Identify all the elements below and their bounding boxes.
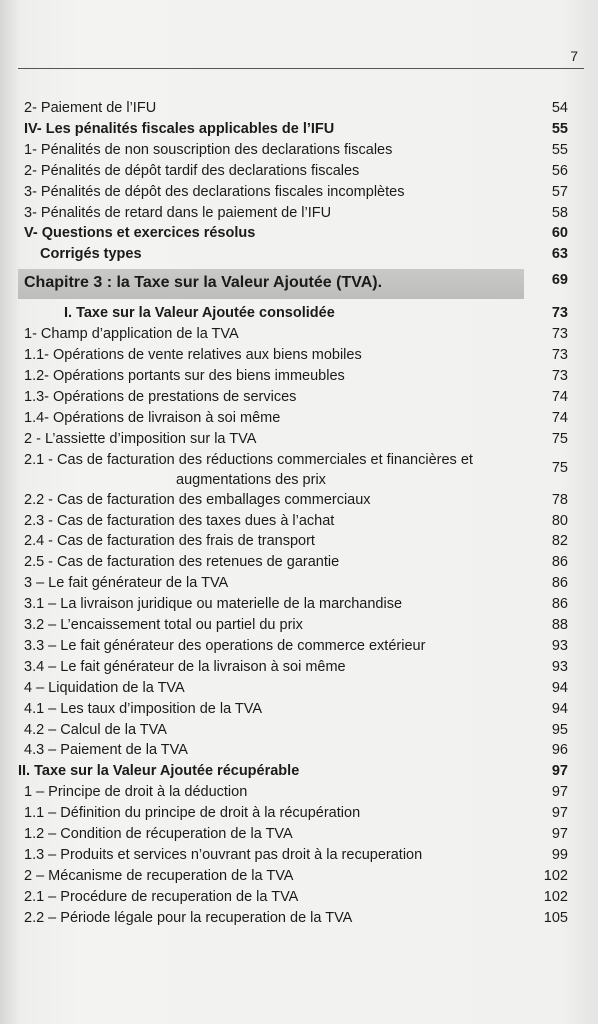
toc-entry-label: 3.3 – Le fait générateur des operations de commerce extérieur xyxy=(24,637,426,654)
toc-entry-page: 75 xyxy=(551,430,568,447)
toc-entry-label: 2.1 - Cas de facturation des réductions commerciales et financières et xyxy=(24,451,473,468)
toc-entry-page: 97 xyxy=(551,805,568,822)
toc-entry-label: Corrigés types xyxy=(40,246,142,263)
toc-entry-label: 1.2- Opérations portants sur des biens immeubles xyxy=(24,367,345,384)
toc-entry xyxy=(24,324,576,345)
toc-entry-label: 2.1 – Procédure de recuperation de la TVA xyxy=(24,888,299,905)
toc-entry-page: 75 xyxy=(551,459,568,476)
toc-entry xyxy=(24,161,576,182)
toc-entry-label: 1.3- Opérations de prestations de services xyxy=(24,388,297,405)
toc-entry-page: 73 xyxy=(551,326,568,343)
toc-entry-page: 97 xyxy=(551,784,568,801)
toc-entry-label: 1.1 – Définition du principe de droit à la récupération xyxy=(24,805,361,822)
toc-entry xyxy=(24,511,576,532)
chapter-heading xyxy=(24,269,576,299)
toc-entry-page: 88 xyxy=(551,617,568,634)
toc-entry-page: 73 xyxy=(551,347,568,364)
toc-entry xyxy=(24,908,576,929)
toc-entry xyxy=(24,573,576,594)
toc-entry xyxy=(24,740,576,761)
toc-entry-page: 99 xyxy=(551,847,568,863)
toc-entry xyxy=(24,887,576,908)
toc-entry-page: 93 xyxy=(551,658,568,675)
toc-entry xyxy=(24,657,576,678)
toc-entry xyxy=(24,720,576,741)
toc-entry-continuation: augmentations des prix xyxy=(176,471,326,488)
toc-entry-page: 97 xyxy=(551,763,568,780)
toc-entry-page: 82 xyxy=(551,533,568,550)
toc-entry-page: 56 xyxy=(551,162,568,179)
toc-entry-page: 86 xyxy=(551,554,568,571)
toc-entry xyxy=(24,552,576,573)
toc-entry-page: 58 xyxy=(551,204,568,221)
toc-entry xyxy=(24,303,576,324)
toc-entry-label: 2 - L’assiette d’imposition sur la TVA xyxy=(24,430,257,447)
toc-entry xyxy=(24,223,576,244)
toc-entry-page: 60 xyxy=(551,225,568,242)
toc-entry-label: 4.3 – Paiement de la TVA xyxy=(24,742,188,759)
toc-entry-label: 3- Pénalités de retard dans le paiement de l’IFU xyxy=(24,204,332,221)
toc-entry xyxy=(24,244,576,265)
toc-entry xyxy=(24,119,576,140)
toc-entry-label: 3.4 – Le fait générateur de la livraison à soi même xyxy=(24,658,346,675)
toc-entry-label: 3 – Le fait générateur de la TVA xyxy=(24,575,229,592)
toc-entry-label: 2.5 - Cas de facturation des retenues de garantie xyxy=(24,554,340,571)
toc-entry xyxy=(24,866,576,887)
toc-entry xyxy=(24,182,576,203)
toc-entry xyxy=(24,531,576,552)
toc-entry-label: 4 – Liquidation de la TVA xyxy=(24,679,185,696)
toc-entry xyxy=(24,678,576,699)
toc-entry xyxy=(24,699,576,720)
toc-entry-label: 1.1- Opérations de vente relatives aux biens mobiles xyxy=(24,347,362,364)
toc-entry-page: 93 xyxy=(551,637,568,654)
toc-entry-page: 86 xyxy=(551,596,568,613)
toc-entry xyxy=(24,594,576,615)
toc-entry-label: 3.2 – L’encaissement total ou partiel du prix xyxy=(24,617,303,634)
toc-entry-label: 1- Pénalités de non souscription des declarations fiscales xyxy=(24,141,393,158)
toc-entry-label: 2.4 - Cas de facturation des frais de transport xyxy=(24,533,315,550)
toc-entry-label: 2.3 - Cas de facturation des taxes dues à l’achat xyxy=(24,512,335,529)
toc-entry-page: 96 xyxy=(551,742,568,759)
chapter-page: 69 xyxy=(551,272,568,289)
toc-entry-page: 102 xyxy=(543,867,568,884)
toc-entry-page: 73 xyxy=(551,305,568,322)
toc-entry-label: II. Taxe sur la Valeur Ajoutée récupérable xyxy=(18,763,300,780)
toc-entry-page: 57 xyxy=(551,183,568,200)
toc-entry xyxy=(18,761,576,782)
toc-entry-label: 1 – Principe de droit à la déduction xyxy=(24,784,248,801)
toc-entry-label: 1- Champ d’application de la TVA xyxy=(24,326,239,343)
toc-entry-page: 54 xyxy=(551,100,568,116)
toc-entry-page: 102 xyxy=(543,888,568,905)
toc-entry-label: I. Taxe sur la Valeur Ajoutée consolidée xyxy=(64,305,335,322)
toc-entry-page: 55 xyxy=(551,141,568,158)
toc-entry xyxy=(24,408,576,429)
toc-entry-label: IV- Les pénalités fiscales applicables de l’IFU xyxy=(24,120,335,137)
toc-entry-label: 1.2 – Condition de récuperation de la TVA xyxy=(24,826,293,843)
toc-entry xyxy=(24,450,576,490)
toc-entry xyxy=(24,490,576,511)
toc-entry xyxy=(24,387,576,408)
toc-entry-page: 73 xyxy=(551,367,568,384)
toc-entry-page: 105 xyxy=(543,909,568,926)
chapter-title: Chapitre 3 : la Taxe sur la Valeur Ajoutée (TVA). xyxy=(24,274,383,292)
toc-entry xyxy=(24,345,576,366)
toc-entry-page: 74 xyxy=(551,409,568,426)
toc-entry-label: 2- Paiement de l’IFU xyxy=(24,100,157,116)
toc-entry-page: 80 xyxy=(551,512,568,529)
toc-entry-label: 1.4- Opérations de livraison à soi même xyxy=(24,409,281,426)
toc-entry xyxy=(24,636,576,657)
toc-entry-label: 3.1 – La livraison juridique ou materielle de la marchandise xyxy=(24,596,403,613)
toc-entry-label: 2.2 - Cas de facturation des emballages commerciaux xyxy=(24,491,371,508)
toc-entry-page: 95 xyxy=(551,721,568,738)
toc-entry xyxy=(24,824,576,845)
toc-entry xyxy=(24,429,576,450)
toc-entry xyxy=(24,366,576,387)
toc-entry-label: 4.2 – Calcul de la TVA xyxy=(24,721,167,738)
toc-entry-page: 94 xyxy=(551,700,568,717)
toc-entry-page: 63 xyxy=(551,246,568,263)
toc-entry-page: 94 xyxy=(551,679,568,696)
toc-entry xyxy=(24,98,576,119)
toc-entry-label: 1.3 – Produits et services n’ouvrant pas droit à la recuperation xyxy=(24,847,423,863)
header-rule xyxy=(18,68,584,69)
toc-entry-label: 3- Pénalités de dépôt des declarations fiscales incomplètes xyxy=(24,183,405,200)
toc-entry-label: 4.1 – Les taux d’imposition de la TVA xyxy=(24,700,263,717)
toc-entry-label: 2- Pénalités de dépôt tardif des declarations fiscales xyxy=(24,162,360,179)
toc-entry xyxy=(24,782,576,803)
toc-entry-label: 2 – Mécanisme de recuperation de la TVA xyxy=(24,867,294,884)
page-number: 7 xyxy=(570,48,578,64)
toc-entry xyxy=(24,203,576,224)
toc-entry-page: 74 xyxy=(551,388,568,405)
toc-entry-page: 78 xyxy=(551,491,568,508)
toc-entry xyxy=(24,845,576,866)
toc-entry xyxy=(24,615,576,636)
toc-entry-page: 97 xyxy=(551,826,568,843)
toc-entry-page: 86 xyxy=(551,575,568,592)
toc-entry xyxy=(24,140,576,161)
toc-entry-label: V- Questions et exercices résolus xyxy=(24,225,256,242)
table-of-contents xyxy=(18,98,576,929)
toc-entry-label: 2.2 – Période légale pour la recuperation de la TVA xyxy=(24,909,353,926)
toc-entry-page: 55 xyxy=(551,120,568,137)
toc-entry xyxy=(24,803,576,824)
